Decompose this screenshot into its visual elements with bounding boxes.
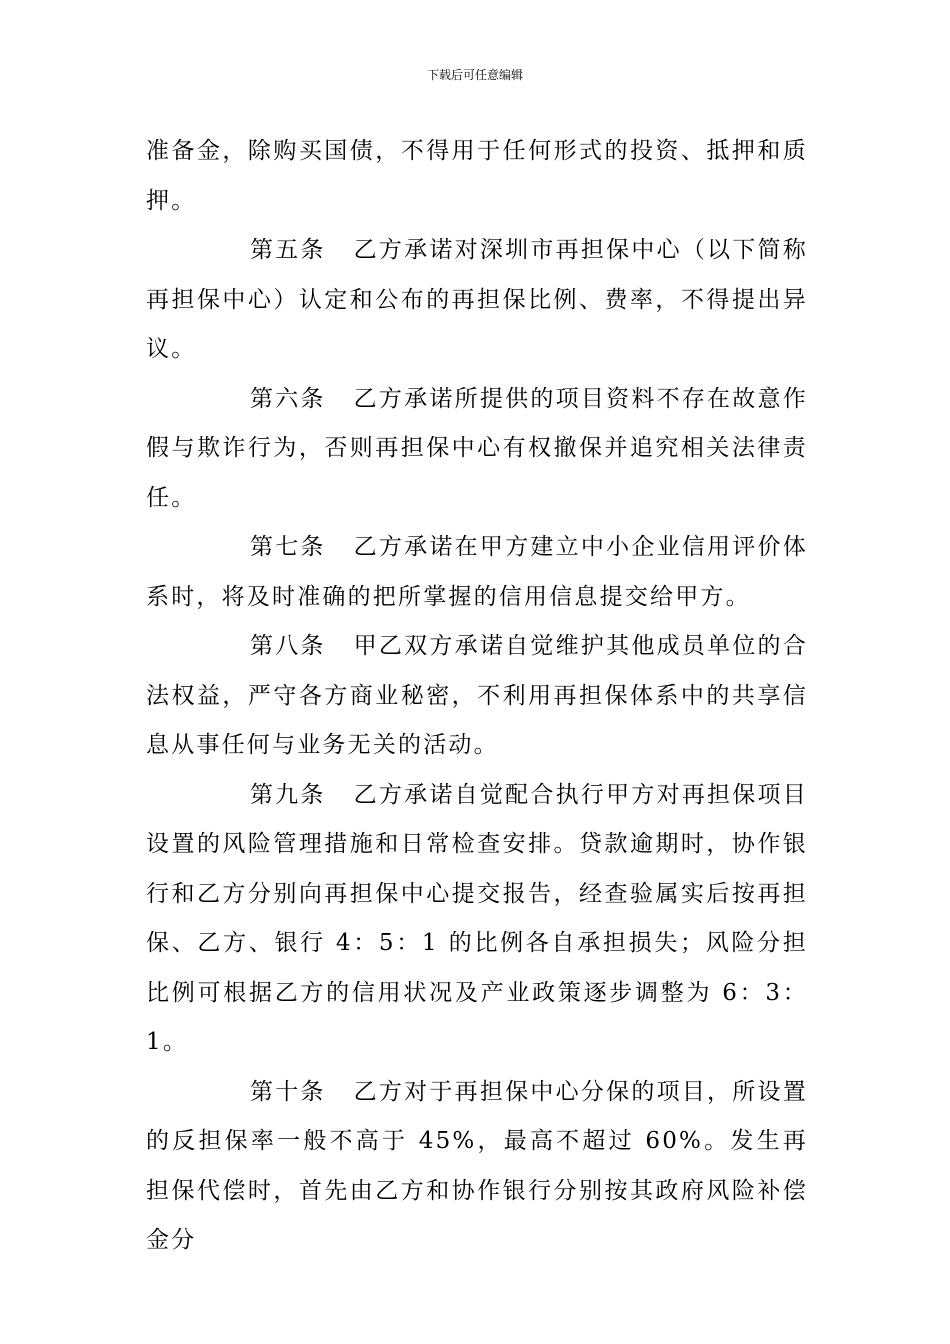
article-9: [146, 771, 808, 1068]
paragraph-continuation: [146, 127, 808, 226]
article-text: 甲乙双方承诺自觉维护其他成员单位的合法权益，严守各方商业秘密，不利用再担保体系中的共享信息从事任何与业务无关的活动。: [146, 633, 808, 758]
article-text: 乙方对于再担保中心分保的项目，所设置的反担保率一般不高于 45%，最高不超过 60%。发生再担保代偿时，首先由乙方和协作银行分别按其政府风险补偿金分: [146, 1078, 808, 1253]
paragraph-text: 准备金，除购买国债，不得用于任何形式的投资、抵押和质押。: [146, 138, 808, 214]
article-5: [146, 226, 808, 375]
article-label: 第五条: [250, 237, 326, 263]
article-label: 第六条: [250, 385, 326, 412]
article-label: 第七条: [250, 534, 326, 560]
article-text: 乙方承诺所提供的项目资料不存在故意作假与欺诈行为，否则再担保中心有权撤保并追究相关法律责任。: [146, 385, 808, 511]
article-text: 乙方承诺自觉配合执行甲方对再担保项目设置的风险管理措施和日常检查安排。贷款逾期时，协作银行和乙方分别向再担保中心提交报告，经查验属实后按再担保、乙方、银行 4：5：1 的比例各自承担损失；风险分担比例可根据乙方的信用状况及产业政策逐步调整为 6：3：1。: [146, 781, 808, 1055]
article-text: 乙方承诺对深圳市再担保中心（以下简称再担保中心）认定和公布的再担保比例、费率，不得提出异议。: [146, 237, 808, 362]
article-text: 乙方承诺在甲方建立中小企业信用评价体系时，将及时准确的把所掌握的信用信息提交给甲方。: [146, 534, 808, 610]
article-label: 第十条: [250, 1078, 326, 1105]
article-10: [146, 1068, 808, 1266]
header-note: 下载后可任意编辑: [426, 68, 523, 82]
document-body: [146, 127, 808, 1266]
article-label: 第八条: [250, 633, 326, 659]
article-8: [146, 622, 808, 771]
article-label: 第九条: [250, 781, 326, 808]
article-7: [146, 523, 808, 622]
article-6: [146, 375, 808, 524]
